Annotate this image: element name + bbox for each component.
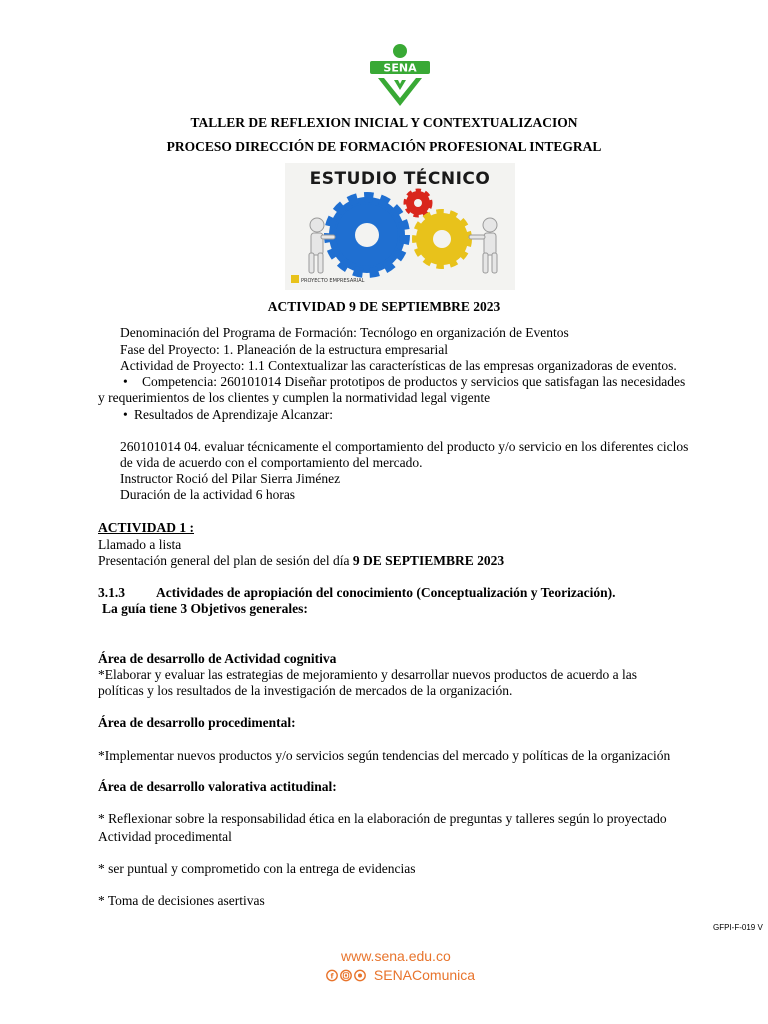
attitudinal-item3: * Toma de decisiones asertivas: [98, 893, 265, 908]
gears-illustration: [285, 163, 515, 290]
cognitive-heading: Área de desarrollo de Actividad cognitiva: [98, 651, 337, 666]
activity-duration: Duración de la actividad 6 horas: [120, 487, 296, 502]
svg-text:f: f: [330, 972, 334, 981]
banner-title: ESTUDIO TÉCNICO: [309, 169, 491, 189]
attitudinal-line1: * Reflexionar sobre la responsabilidad ética en la elaboración de preguntas y talleres según lo proyectado: [98, 811, 667, 826]
cognitive-line1: *Elaborar y evaluar las estrategias de mejoramiento y desarrollar nuevos productos de acuerdo a las: [98, 667, 638, 682]
presentation-date: 9 DE SEPTIEMBRE 2023: [352, 553, 505, 568]
activity1-heading: ACTIVIDAD 1 :: [98, 520, 195, 535]
results-label: Resultados de Aprendizaje Alcanzar:: [134, 407, 334, 422]
logo-text: SENA: [383, 61, 417, 75]
attitudinal-item2: * ser puntual y comprometido con la entrega de evidencias: [98, 861, 416, 876]
learning-result-line2: de vida de acuerdo con el comportamiento del mercado.: [120, 455, 423, 470]
document-code: GFPI-F-019 V: [713, 923, 763, 932]
bullet-icon: •: [123, 374, 128, 389]
sena-website-link[interactable]: www.sena.edu.co: [341, 948, 451, 964]
twitter-icon: [355, 970, 365, 980]
learning-result-line1: 260101014 04. evaluar técnicamente el comportamiento del producto y/o servicio en los diferentes ciclos: [120, 439, 689, 454]
social-handle[interactable]: [326, 967, 475, 983]
facebook-icon: [327, 970, 337, 980]
competence-line2: y requerimientos de los clientes y cumplen la normatividad legal vigente: [98, 390, 491, 405]
red-gear-icon: [406, 191, 430, 215]
instagram-icon: [341, 970, 351, 980]
blue-gear-icon: [329, 197, 405, 273]
project-phase: Fase del Proyecto: 1. Planeación de la estructura empresarial: [120, 342, 449, 357]
caption-icon: [291, 275, 299, 283]
project-activity: Actividad de Proyecto: 1.1 Contextualizar las características de las empresas organizadoras de eventos.: [120, 358, 677, 373]
estudio-tecnico-banner: [285, 163, 515, 290]
objectives-label: La guía tiene 3 Objetivos generales:: [102, 601, 308, 616]
social-icons: [326, 969, 370, 982]
page-subtitle: PROCESO DIRECCIÓN DE FORMACIÓN PROFESIONAL INTEGRAL: [166, 139, 602, 154]
activity-date-title: ACTIVIDAD 9 DE SEPTIEMBRE 2023: [267, 299, 501, 314]
sena-logo: [368, 42, 432, 110]
section-title: Actividades de apropiación del conocimiento (Conceptualización y Teorización).: [156, 585, 616, 600]
instructor-name: Instructor Roció del Pilar Sierra Jiménez: [120, 471, 341, 486]
right-figure-icon: [469, 218, 497, 273]
bullet-icon: •: [123, 407, 128, 422]
yellow-gear-icon: [416, 213, 468, 265]
attitudinal-line2: Actividad procedimental: [98, 829, 232, 844]
social-handle-text: SENAComunica: [373, 967, 476, 983]
cognitive-line2: políticas y los resultados de la investigación de mercados de la organización.: [98, 683, 513, 698]
session-presentation: [98, 553, 504, 569]
attitudinal-heading: Área de desarrollo valorativa actitudinal:: [98, 779, 337, 794]
presentation-prefix: Presentación general del plan de sesión del día: [98, 553, 353, 568]
procedural-heading: Área de desarrollo procedimental:: [98, 715, 296, 730]
page-title: TALLER DE REFLEXION INICIAL Y CONTEXTUALIZACION: [190, 115, 578, 130]
roll-call: Llamado a lista: [98, 537, 182, 552]
section-number: 3.1.3: [98, 585, 125, 600]
competence-line1: Competencia: 260101014 Diseñar prototipos de productos y servicios que satisfagan las necesidades: [142, 374, 686, 389]
banner-caption: PROYECTO EMPRESARIAL: [301, 278, 365, 284]
program-name: Denominación del Programa de Formación: Tecnólogo en organización de Eventos: [120, 325, 569, 340]
procedural-text: *Implementar nuevos productos y/o servicios según tendencias del mercado y políticas de la organización: [98, 748, 671, 763]
